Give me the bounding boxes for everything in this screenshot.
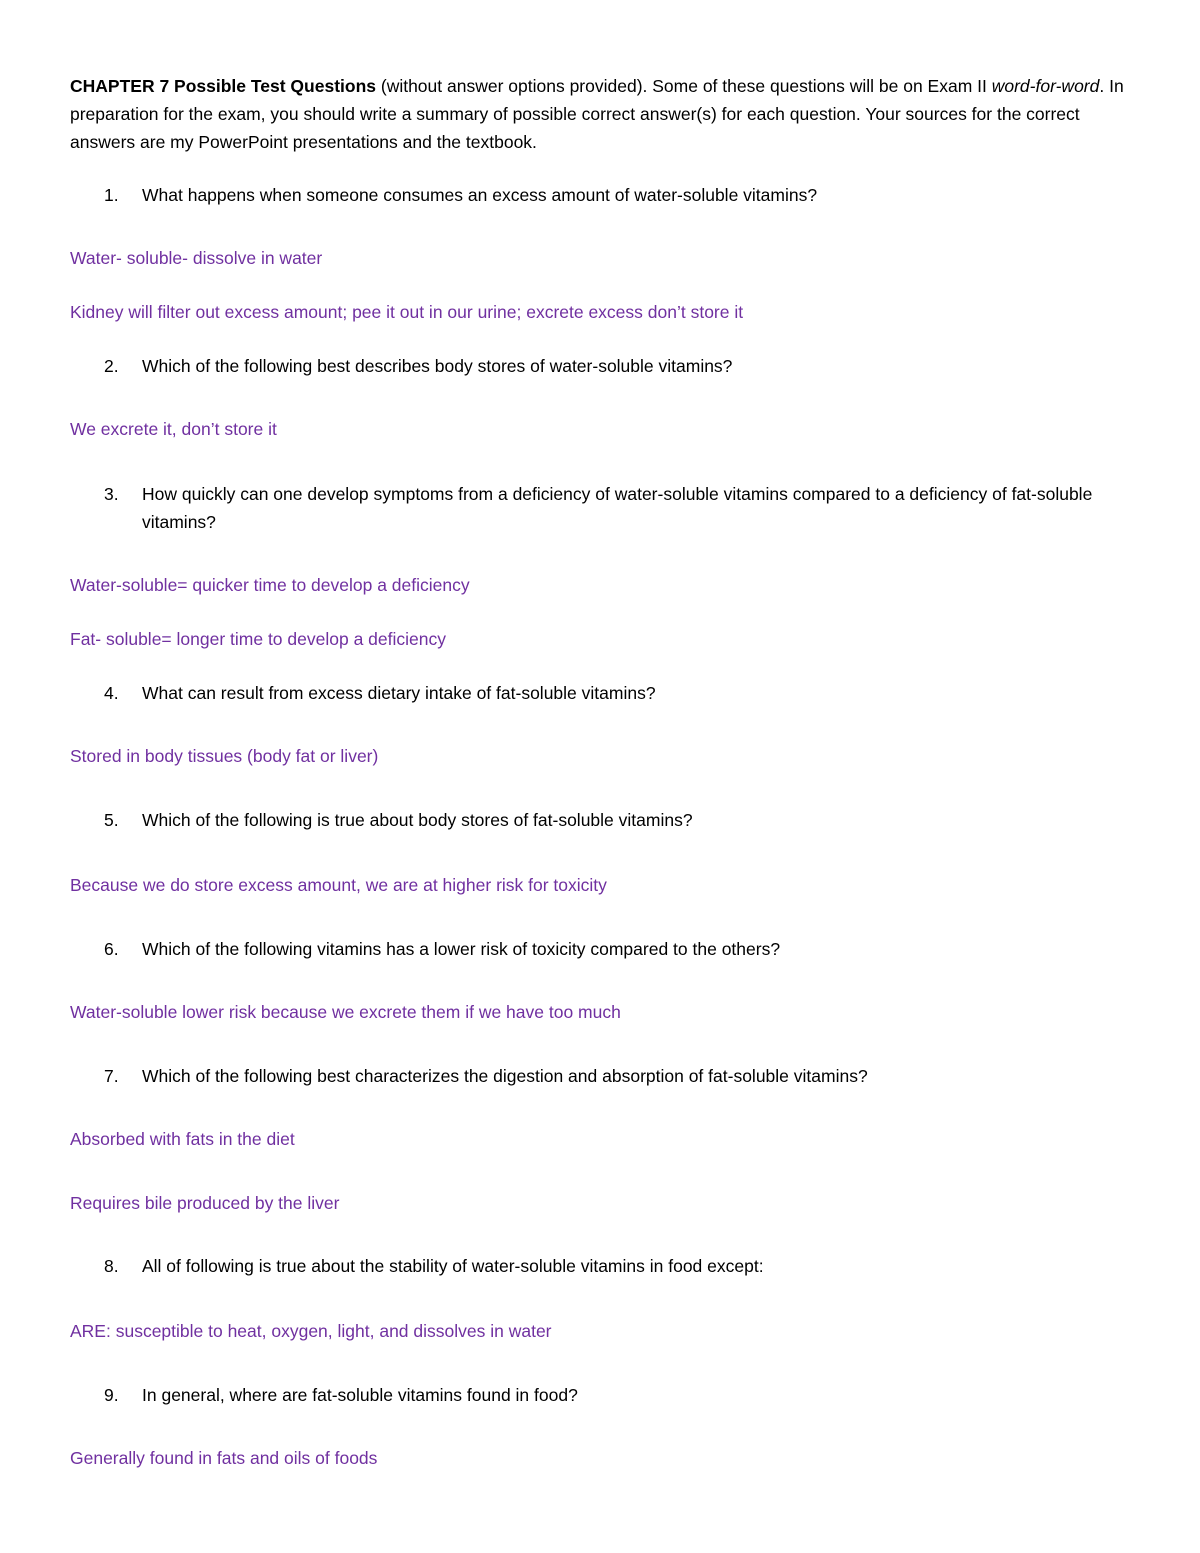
question-number: 5. — [104, 810, 119, 830]
question-number: 8. — [104, 1256, 119, 1276]
answer-3-line-1: Water-soluble= quicker time to develop a deficiency — [70, 575, 470, 595]
question-number: 4. — [104, 683, 119, 703]
question-number: 6. — [104, 939, 119, 959]
question-4 — [70, 679, 1130, 707]
answer-8-line-1: ARE: susceptible to heat, oxygen, light, and dissolves in water — [70, 1321, 552, 1341]
question-text: What happens when someone consumes an excess amount of water-soluble vitamins? — [142, 185, 818, 205]
intro-text-1: (without answer options provided). Some of these questions will be on Exam II — [376, 76, 992, 96]
intro-paragraph — [70, 72, 1130, 156]
question-2 — [70, 352, 1130, 380]
question-number: 1. — [104, 185, 119, 205]
question-text: All of following is true about the stability of water-soluble vitamins in food except: — [142, 1256, 764, 1276]
chapter-heading: CHAPTER 7 Possible Test Questions — [70, 76, 376, 96]
answer-6-line-1: Water-soluble lower risk because we excrete them if we have too much — [70, 1002, 621, 1022]
question-text: What can result from excess dietary intake of fat-soluble vitamins? — [142, 683, 656, 703]
question-number: 9. — [104, 1385, 119, 1405]
answer-1-line-2: Kidney will filter out excess amount; pee it out in our urine; excrete excess don’t store it — [70, 302, 744, 322]
intro-italic: word-for-word — [991, 76, 1100, 96]
question-number: 3. — [104, 484, 119, 504]
question-text: In general, where are fat-soluble vitamins found in food? — [142, 1385, 578, 1405]
answer-7-line-2: Requires bile produced by the liver — [70, 1193, 340, 1213]
question-8 — [70, 1252, 1130, 1280]
answer-1-line-1: Water- soluble- dissolve in water — [70, 248, 323, 268]
answer-2-line-1: We excrete it, don’t store it — [70, 419, 277, 439]
answer-3-line-2: Fat- soluble= longer time to develop a deficiency — [70, 629, 446, 649]
question-text: Which of the following best characterizes the digestion and absorption of fat-soluble vitamins? — [142, 1066, 868, 1086]
question-5 — [70, 806, 1130, 834]
answer-7-line-1: Absorbed with fats in the diet — [70, 1129, 295, 1149]
answer-9-line-1: Generally found in fats and oils of foods — [70, 1448, 378, 1468]
intro-text-2: . In preparation for the exam, you should write a summary of possible correct answer(s) for each question. Your sources for the correct answers are my PowerPoint presentations and the textbook. — [70, 76, 1124, 152]
answer-4-line-1: Stored in body tissues (body fat or liver) — [70, 746, 379, 766]
question-number: 2. — [104, 356, 119, 376]
question-text: Which of the following best describes body stores of water-soluble vitamins? — [142, 356, 733, 376]
question-3 — [70, 480, 1130, 536]
question-text: How quickly can one develop symptoms from a deficiency of water-soluble vitamins compared to a deficiency of fat-soluble vitamins? — [142, 484, 1093, 532]
answer-5-line-1: Because we do store excess amount, we are at higher risk for toxicity — [70, 875, 607, 895]
question-text: Which of the following is true about body stores of fat-soluble vitamins? — [142, 810, 693, 830]
question-7 — [70, 1062, 1130, 1090]
question-number: 7. — [104, 1066, 119, 1086]
question-6 — [70, 935, 1130, 963]
question-text: Which of the following vitamins has a lower risk of toxicity compared to the others? — [142, 939, 781, 959]
question-9 — [70, 1381, 1130, 1409]
document-page — [70, 72, 1130, 1472]
question-1 — [70, 181, 1130, 209]
